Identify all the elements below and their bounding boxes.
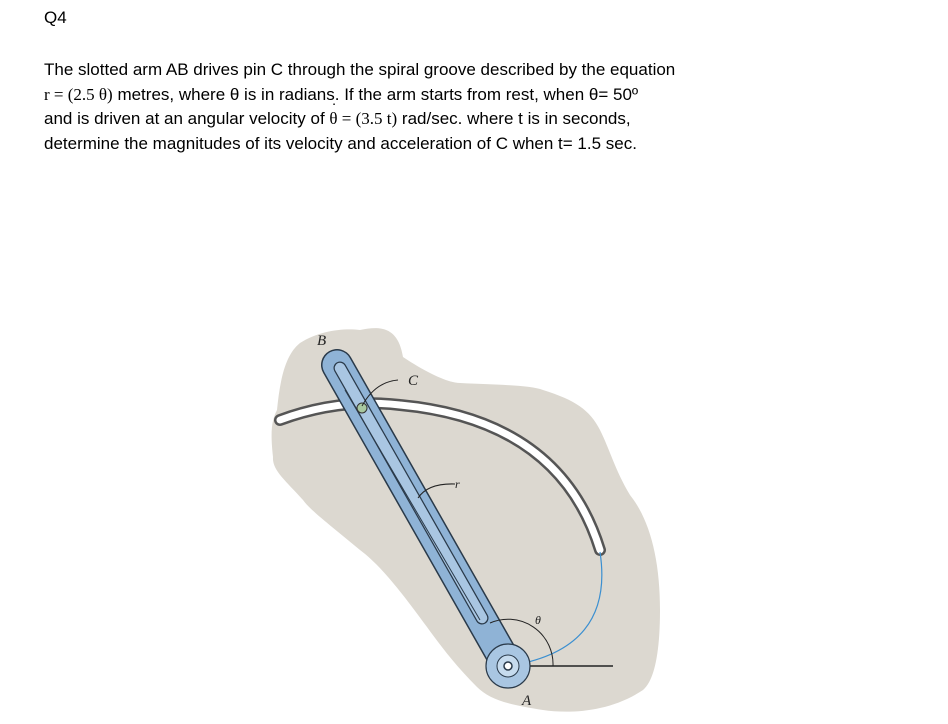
- theta-dot-symbol: ˙ θ: [329, 107, 337, 132]
- label-r: r: [455, 477, 460, 491]
- problem-line-4: determine the magnitudes of its velocity and acceleration of C when t= 1.5 sec.: [44, 133, 637, 153]
- pivot-a-pin: [504, 662, 512, 670]
- problem-line-2-text: metres, where θ is in radians. If the arm starts from rest, when θ= 50º: [112, 84, 639, 104]
- problem-line-1: The slotted arm AB drives pin C through the spiral groove described by the equation: [44, 60, 676, 79]
- figure-background-blob: [272, 328, 660, 711]
- problem-line-3-text-b: rad/sec. where t is in seconds,: [397, 109, 631, 128]
- label-theta: θ: [535, 613, 541, 627]
- spiral-equation: r = (2.5 θ): [44, 84, 113, 104]
- label-c: C: [408, 373, 419, 389]
- label-b: B: [317, 333, 327, 349]
- angular-velocity-equation: = (3.5 t): [337, 109, 398, 128]
- problem-line-3-text-a: and is driven at an angular velocity of: [44, 109, 330, 128]
- pin-c: [357, 403, 367, 413]
- label-a: A: [522, 693, 532, 709]
- question-number: Q4: [44, 8, 67, 27]
